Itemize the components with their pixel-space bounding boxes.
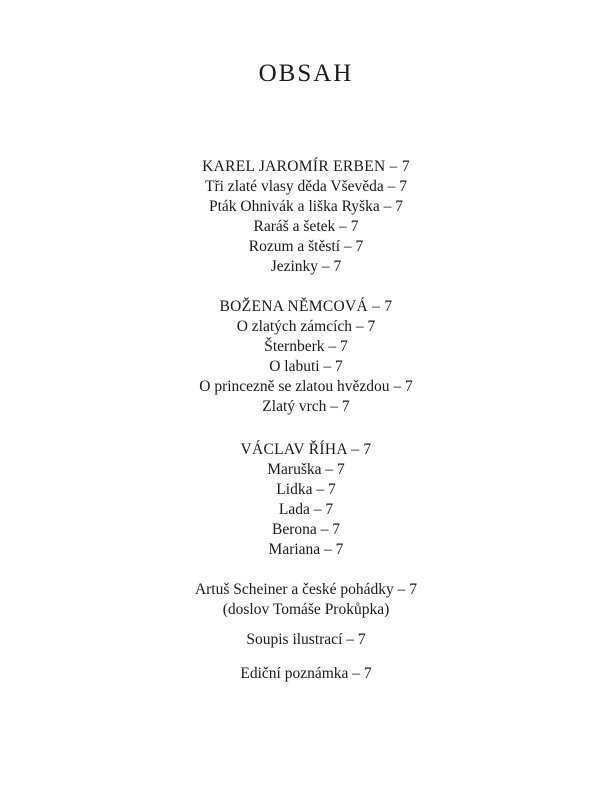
toc-author-heading: BOŽENA NĚMCOVÁ – 7: [219, 298, 393, 315]
toc-entry: O zlatých zámcích – 7: [236, 318, 376, 335]
toc-section-riha: [0, 440, 612, 560]
toc-entry: Rozum a štěstí – 7: [248, 238, 364, 255]
toc-entry: Berona – 7: [271, 521, 340, 538]
toc-section-editorial: [0, 664, 612, 684]
toc-entry: Pták Ohnivák a liška Ryška – 7: [209, 198, 403, 215]
toc-entry: O labuti – 7: [269, 358, 343, 375]
toc-entry: Tři zlaté vlasy děda Vševěda – 7: [205, 178, 407, 195]
page-title: OBSAH: [258, 60, 354, 87]
toc-author-heading: KAREL JAROMÍR ERBEN – 7: [202, 158, 410, 175]
toc-entry: Artuš Scheiner a české pohádky – 7: [194, 581, 418, 598]
toc-entry: Jezinky – 7: [270, 258, 342, 275]
toc-section-afterword: [0, 580, 612, 620]
toc-section-illustrations: [0, 630, 612, 650]
toc-entry-note: (doslov Tomáše Prokůpka): [222, 601, 390, 618]
toc-entry: Ediční poznámka – 7: [240, 665, 372, 682]
toc-entry: Soupis ilustrací – 7: [246, 631, 366, 648]
toc-section-erben: [0, 157, 612, 277]
toc-section-nemcova: [0, 297, 612, 417]
toc-author-heading: VÁCLAV ŘÍHA – 7: [240, 441, 372, 458]
toc-entry: Maruška – 7: [267, 461, 345, 478]
toc-entry: Raráš a šetek – 7: [253, 218, 359, 235]
toc-entry: Lada – 7: [278, 501, 334, 518]
toc-entry: Šternberk – 7: [264, 338, 348, 355]
toc-entry: O princezně se zlatou hvězdou – 7: [199, 378, 413, 395]
toc-entry: Zlatý vrch – 7: [262, 398, 350, 415]
toc-entry: Lidka – 7: [276, 481, 336, 498]
toc-entry: Mariana – 7: [268, 541, 344, 558]
